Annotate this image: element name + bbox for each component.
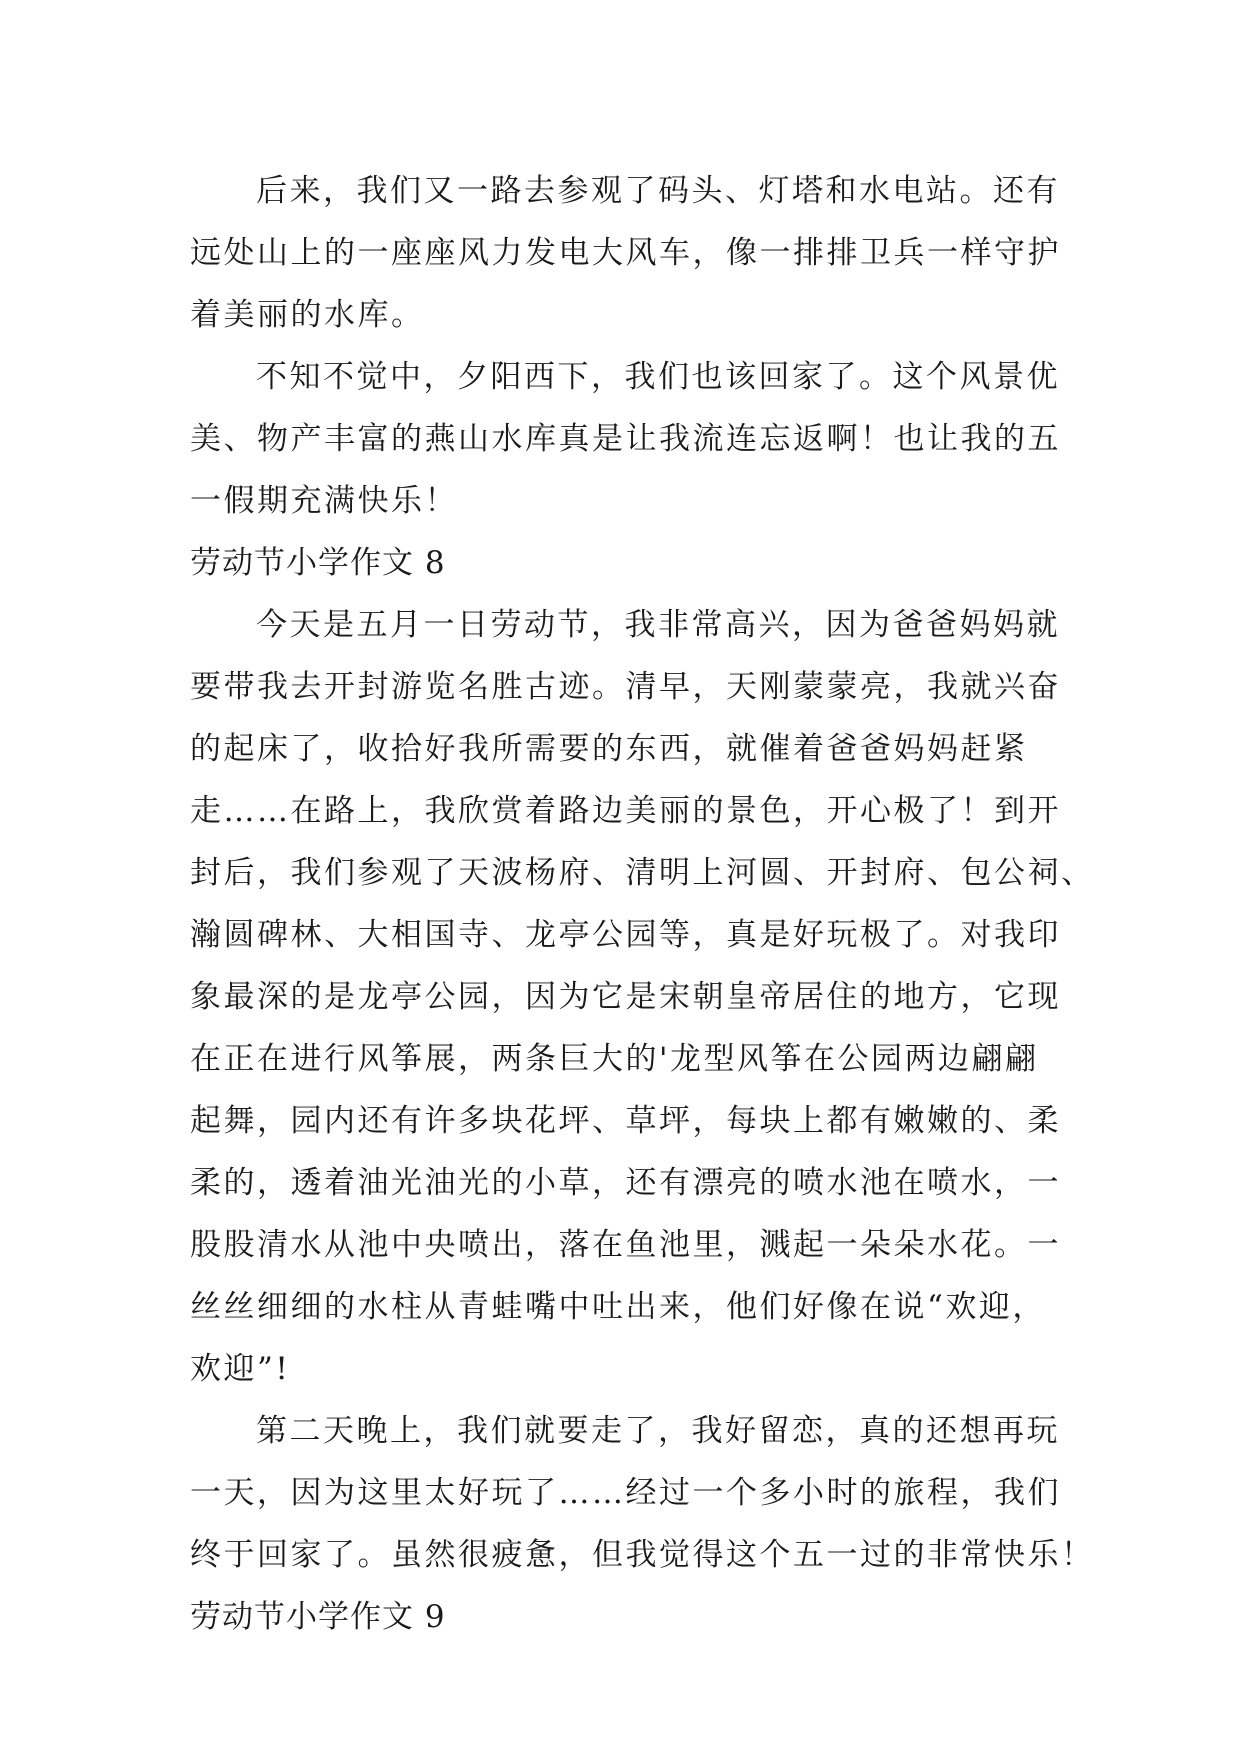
text-line: 终于回家了。虽然很疲惫，但我觉得这个五一过的非常快乐！ [190,1537,1095,1573]
text-line: 着美丽的水库。 [190,297,425,333]
paragraph [190,346,1060,532]
text-line: 象最深的是龙亭公园，因为它是宋朝皇帝居住的地方，它现 [190,979,1061,1015]
paragraph [190,594,1095,1400]
text-line: 要带我去开封游览名胜古迹。清早，天刚蒙蒙亮，我就兴奋 [190,669,1061,705]
text-line: 今天是五月一日劳动节，我非常高兴，因为爸爸妈妈就 [256,607,1060,643]
text-line: 在正在进行风筝展，两条巨大的'龙型风筝在公园两边翩翩 [190,1041,1039,1077]
paragraph [190,160,1060,346]
text-line: 封后，我们参观了天波杨府、清明上河圆、开封府、包公祠、 [190,855,1095,891]
text-line: 第二天晚上，我们就要走了，我好留恋，真的还想再玩 [256,1413,1060,1449]
text-line: 起舞，园内还有许多块花坪、草坪，每块上都有嫩嫩的、柔 [190,1103,1061,1139]
text-line: 美、物产丰富的燕山水库真是让我流连忘返啊！也让我的五 [190,421,1061,457]
section-heading: 劳动节小学作文 9 [190,1599,446,1635]
text-line: 不知不觉中，夕阳西下，我们也该回家了。这个风景优 [256,359,1060,395]
text-line: 远处山上的一座座风力发电大风车，像一排排卫兵一样守护 [190,235,1061,271]
text-line: 走……在路上，我欣赏着路边美丽的景色，开心极了！到开 [190,793,1061,829]
text-line: 欢迎”! [190,1351,291,1387]
paragraph [190,1400,1095,1586]
text-line: 后来，我们又一路去参观了码头、灯塔和水电站。还有 [256,173,1060,209]
document-page [190,160,1095,1648]
section-heading: 劳动节小学作文 8 [190,545,446,581]
text-line: 丝丝细细的水柱从青蛙嘴中吐出来，他们好像在说“欢迎， [190,1289,1046,1325]
text-line: 瀚圆碑林、大相国寺、龙亭公园等，真是好玩极了。对我印 [190,917,1061,953]
text-line: 柔的，透着油光油光的小草，还有漂亮的喷水池在喷水，一 [190,1165,1061,1201]
text-line: 的起床了，收拾好我所需要的东西，就催着爸爸妈妈赶紧 [190,731,1028,767]
text-line: 一假期充满快乐！ [190,483,458,519]
text-line: 股股清水从池中央喷出，落在鱼池里，溅起一朵朵水花。一 [190,1227,1061,1263]
text-line: 一天，因为这里太好玩了……经过一个多小时的旅程，我们 [190,1475,1061,1511]
